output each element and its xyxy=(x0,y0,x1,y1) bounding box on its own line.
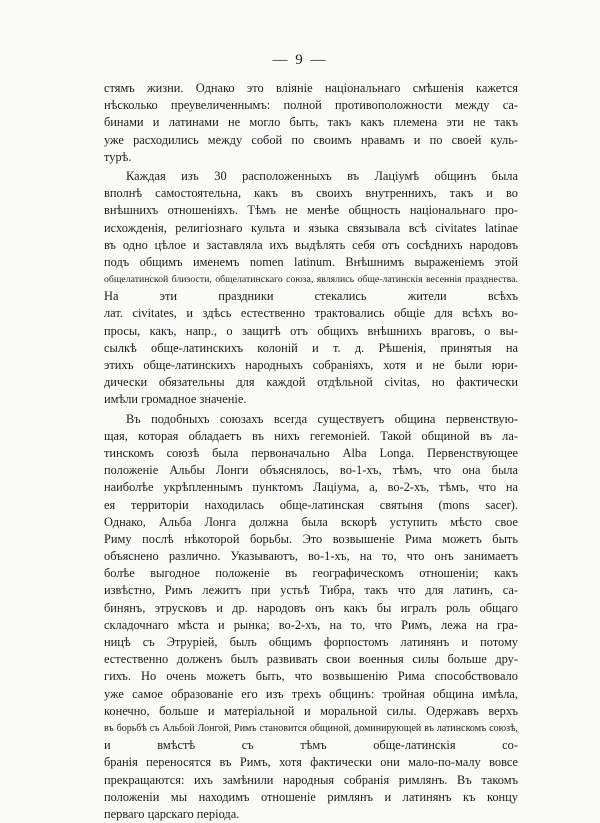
text-line: Каждая изъ 30 расположенныхъ въ Лаціумѣ общинъ была xyxy=(126,168,518,183)
paragraph-1 xyxy=(104,80,518,166)
page-number: — 9 — xyxy=(272,52,328,68)
text-line: естественно долженъ былъ развивать свои военныя силы больше дру- xyxy=(104,652,518,667)
text-line: тинскомъ союзѣ была первоначально Alba Longa. Первенствующее xyxy=(104,445,518,460)
text-line: въ борьбѣ съ Альбой Лонгой, Римъ становится общиной, доминирующей въ латинскомъ союзѣ, xyxy=(104,722,518,734)
text-line: бинянъ, этрусковъ и др. народовъ онъ какъ бы игралъ роль общаго xyxy=(104,600,518,615)
text-line: вполнѣ самостоятельна, какъ въ своихъ внутреннихъ, такъ и во xyxy=(104,186,518,201)
text-line: ея территоріи находилась обще-латинская святыня (mons sacer). xyxy=(104,497,518,512)
text-line: общелатинской близости, общелатинскаго союза, являлись обще-латинскія весеннія празднества. xyxy=(104,274,518,286)
text-line: перваго царскаго періода. xyxy=(104,806,240,821)
text-line: Въ подобныхъ союзахъ всегда существуетъ община первенствую- xyxy=(126,411,518,426)
text-line: объяснено различно. Указываютъ, во-1-хъ, на то, что онъ занимаетъ xyxy=(104,549,518,564)
text-line: положеніе Альбы Лонги объяснялось, во-1-хъ, тѣмъ, что она была xyxy=(104,463,518,478)
text-line: ницѣ съ Этруріей, былъ общимъ форпостомъ латинянъ и потому xyxy=(104,635,518,649)
text-line: этихъ обще-латинскихъ народныхъ собраніяхъ, хотя и не были юри- xyxy=(104,358,518,372)
text-line: извѣстно, Римъ лежитъ при устьѣ Тибра, такъ что для латинъ, са- xyxy=(104,583,518,598)
body-text xyxy=(104,80,518,823)
text-line: гихъ. Но очень можетъ быть, что возвышенію Рима способствовало xyxy=(104,669,518,684)
text-line: щая, которая обладаетъ въ нихъ гегемоніей. Такой общиной въ ла- xyxy=(104,428,518,443)
text-line: стямъ жизни. Однако это вліяніе національнаго смѣшенія кажется xyxy=(104,81,518,95)
text-line: наиболѣе укрѣпленнымъ пунктомъ Лаціума, а, во-2-хъ, тѣмъ, что на xyxy=(104,480,518,495)
text-line: прекращаются: ихъ замѣнили народныя собранія римлянъ. Въ такомъ xyxy=(104,772,518,787)
text-line: дически обязательны для каждой отдѣльной civitas, но фактически xyxy=(104,375,518,390)
text-line: На эти праздники стекались жители всѣхъ xyxy=(104,289,518,304)
text-line: и вмѣстѣ съ тѣмъ обще-латинскія со- xyxy=(104,738,518,753)
text-line: бранія переносятся въ Римъ, хотя фактически они мало-по-малу вовсе xyxy=(104,755,518,770)
text-line: въ одно цѣлое и заставляла ихъ выдѣлять себя отъ сосѣднихъ народовъ xyxy=(104,237,518,252)
text-line: турѣ. xyxy=(104,149,132,164)
text-line: болѣе выгодное положеніе въ географическомъ отношеніи; какъ xyxy=(104,566,518,581)
text-line: Однако, Альба Лонга должна была вскорѣ уступить мѣсто свое xyxy=(104,514,518,529)
text-line: положеніи мы находимъ отношеніе римлянъ и латинянъ къ концу xyxy=(104,789,518,804)
text-line: имѣли громадное значеніе. xyxy=(104,392,247,407)
text-line: подъ общимъ именемъ nomen latinum. Внѣшнимъ выраженіемъ этой xyxy=(104,254,518,269)
text-line: исхожденія, религіознаго культа и языка связывала всѣ civitates latinae xyxy=(104,220,518,235)
text-line: просы, какъ, напр., о защитѣ отъ общихъ внѣшнихъ враговъ, о вы- xyxy=(104,323,518,338)
text-line: складочнаго мѣста и рынка; во-2-хъ, на то, что Римъ, лежа на гра- xyxy=(104,617,518,632)
text-line: внѣшнихъ отношеніяхъ. Тѣмъ не менѣе общность національнаго про- xyxy=(104,203,518,218)
text-line: нѣсколько преувеличеннымъ: полной противоположности между са- xyxy=(104,98,518,113)
paragraph-3 xyxy=(104,411,518,823)
text-line: лат. civitates, и здѣсь естественно трактовались общіе для всѣхъ во- xyxy=(104,306,518,321)
text-line: бинами и латинами не могло быть, такъ какъ племена эти не такъ xyxy=(104,115,518,130)
text-line: уже самое образованіе его изъ трехъ общинъ: тройная община имѣла, xyxy=(104,686,518,701)
text-line: Риму послѣ нѣкоторой борьбы. Это возвышеніе Рима можетъ быть xyxy=(104,531,518,546)
paragraph-2 xyxy=(104,168,518,409)
text-line: уже расходились между собой по своимъ нравамъ и по своей куль- xyxy=(104,132,518,147)
text-line: сылкѣ обще-латинскихъ колоній и т. д. Рѣшенія, принятыя на xyxy=(104,340,518,355)
text-line: конечно, больше и матеріальной и моральной силы. Одержавъ верхъ xyxy=(104,703,518,718)
